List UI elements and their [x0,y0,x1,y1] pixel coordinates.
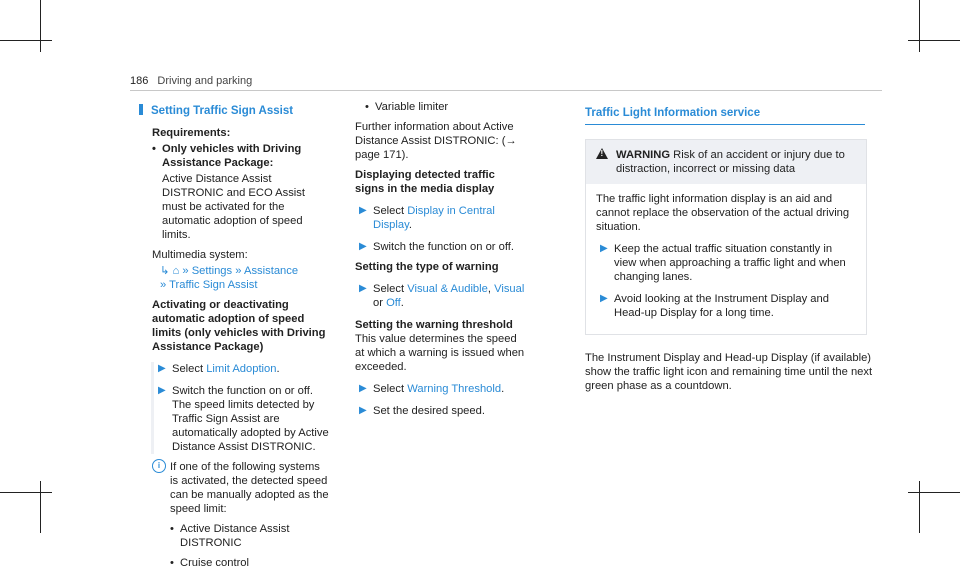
info-icon: i [152,459,166,473]
crop-mark [908,492,960,493]
info-note: i If one of the following systems is activated, the detected speed can be manually adopted as the speed limit: [152,460,330,516]
column-right [528,100,873,393]
chevron-right-icon: » [235,265,242,277]
path-traffic-sign-assist[interactable]: Traffic Sign Assist [169,279,258,291]
crop-mark [40,481,41,533]
list-item: • Cruise control [152,556,330,570]
warning-label: WARNING [616,149,671,161]
threshold-heading: Setting the warning threshold [355,319,513,331]
visual-link[interactable]: Visual [494,283,525,295]
section-title: Traffic Light Information service [585,106,865,125]
type-heading: Setting the type of warning [355,261,499,273]
warning-icon [596,148,608,159]
page-number: 186 [130,75,149,87]
step-arrow-icon: ▶ [359,283,367,294]
step-arrow-icon: ▶ [158,363,166,374]
warning-header [586,140,866,184]
step-item: ▶ Select Visual & Audible, Visual or Off. [359,283,525,309]
step-item: ▶ Switch the function on or off. The speed limits detected by Traffic Sign Assist are automatically adopted by Active Distance Assist DISTRONIC. [158,385,329,453]
crop-mark [40,0,41,52]
body-paragraph: The Instrument Display and Head-up Display (if available) show the traffic light icon and remaining time until the next green phase as a countdown. [585,352,873,392]
crop-mark [0,40,52,41]
list-item: • Variable limiter [365,100,525,114]
warning-threshold-link[interactable]: Warning Threshold [407,383,502,395]
requirement-item: • Only vehicles with Driving Assistance Package: [152,142,330,170]
chevron-right-icon: » [182,265,189,277]
displaying-heading: Displaying detected traffic signs in the media display [355,169,495,195]
path-arrow-icon: ↳ [160,265,170,277]
step-arrow-icon: ▶ [158,385,166,396]
activating-heading: Activating or deactivating automatic adoption of speed limits (only vehicles with Driving Assistance Package) [152,299,326,353]
step-item: ▶ Select Limit Adoption. [158,363,280,375]
requirement-text: Active Distance Assist DISTRONIC and ECO Assist must be activated for the automatic adoption of speed limits. [162,173,305,241]
column-left [152,100,330,576]
section-title: Setting Traffic Sign Assist [139,104,330,118]
step-item: ▶ Set the desired speed. [359,405,485,417]
warning-text: Risk of an accident or injury due to distraction, incorrect or missing data [616,149,845,175]
threshold-text: This value determines the speed at which a warning is issued when exceeded. [355,333,525,373]
crop-mark [919,481,920,533]
crop-mark [919,0,920,52]
step-arrow-icon: ▶ [359,241,367,252]
menu-path [160,264,330,292]
further-info: Further information about Active Distance Assist DISTRONIC: (→ page 171). [355,121,517,161]
step-arrow-icon: ▶ [600,293,608,304]
path-settings[interactable]: Settings [191,265,233,277]
requirements-label: Requirements: [152,127,231,139]
step-arrow-icon: ▶ [359,405,367,416]
section-bar-icon [139,104,143,115]
home-icon[interactable]: ⌂ [172,265,180,277]
multimedia-label: Multimedia system: [152,249,248,261]
steps-block [151,362,330,454]
step-arrow-icon: ▶ [600,243,608,254]
step-item: ▶ Select Display in Central Display. [359,205,495,231]
step-item: ▶ Avoid looking at the Instrument Display and Head-up Display for a long time. [600,293,829,319]
step-detail: The speed limits detected by Traffic Sign Assist are automatically adopted by Active Distance Assist DISTRONIC. [172,399,329,453]
step-item: ▶ Switch the function on or off. [359,241,514,253]
warning-body: The traffic light information display is an aid and cannot replace the observation of the actual driving situation. ▶ Keep the actual traffic situation constantly in view when approaching a traffic light and when changing lanes. ▶ Avoid looking at the Instrument Display and Head-up Display for a long time. [586,184,866,334]
step-item: ▶ Keep the actual traffic situation constantly in view when approaching a traffic light and when changing lanes. [600,243,846,283]
crop-mark [0,492,52,493]
step-arrow-icon: ▶ [359,383,367,394]
header-divider [130,90,882,91]
column-middle [355,100,525,424]
crop-mark [908,40,960,41]
page-header [130,74,252,88]
step-arrow-icon: ▶ [359,205,367,216]
visual-audible-link[interactable]: Visual & Audible [407,283,488,295]
step-item: ▶ Select Warning Threshold. [359,383,505,395]
chevron-right-icon: » [160,279,167,291]
chapter-title: Driving and parking [157,75,253,87]
display-central-link[interactable]: Display in Central Display [373,205,495,231]
path-assistance[interactable]: Assistance [243,265,299,277]
limit-adoption-link[interactable]: Limit Adoption [206,363,277,375]
warning-box [585,139,867,335]
list-item: • Active Distance Assist DISTRONIC [152,522,330,550]
off-link[interactable]: Off [386,297,401,309]
